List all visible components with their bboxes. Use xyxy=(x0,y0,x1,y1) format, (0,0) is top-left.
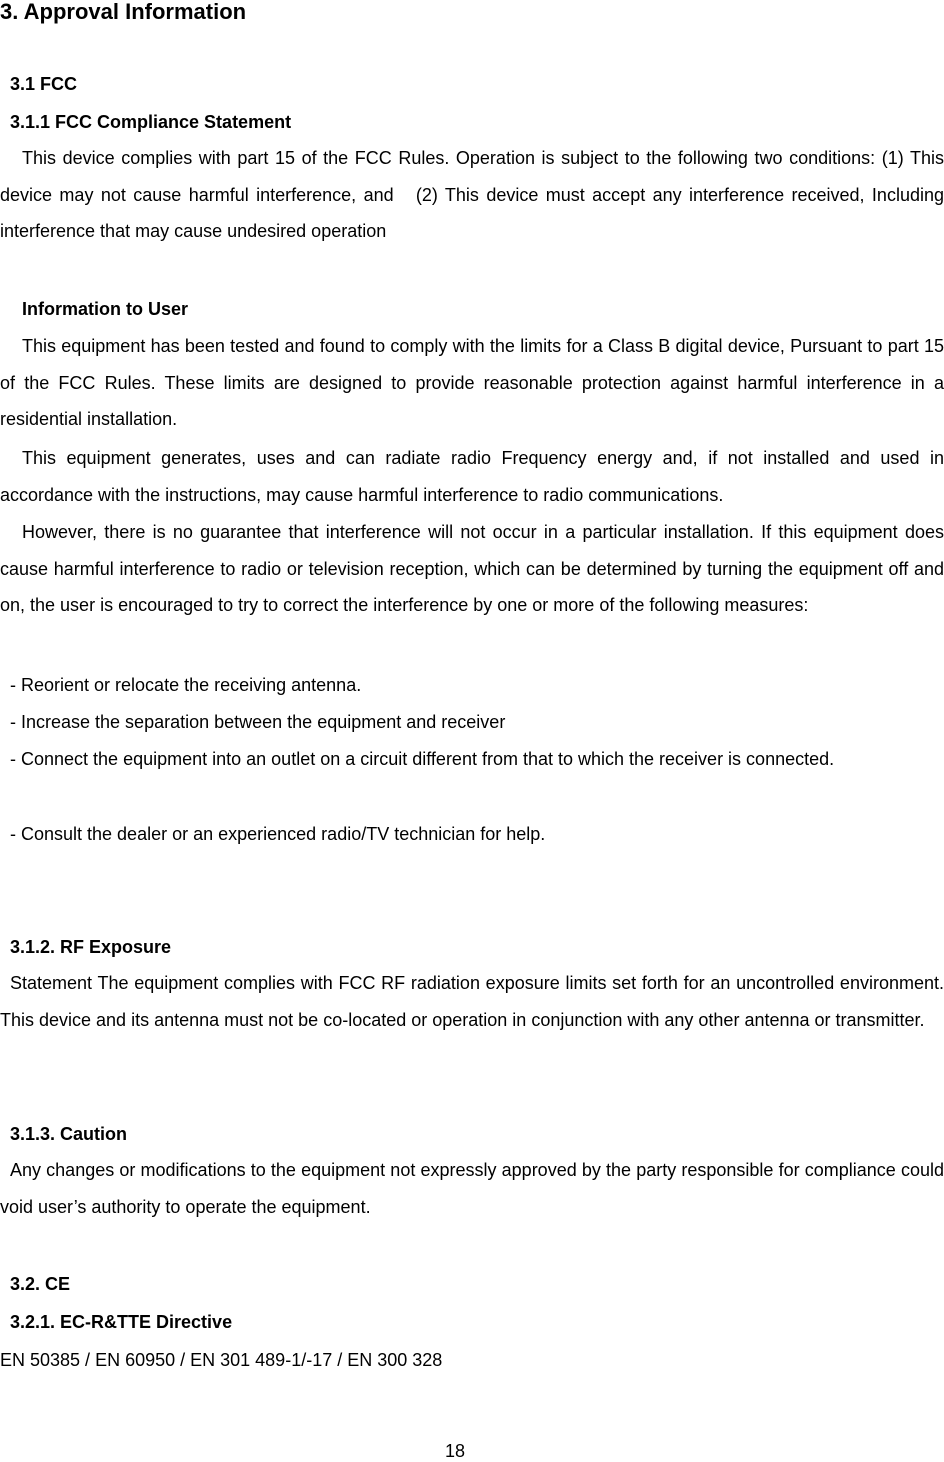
rf-exposure-paragraph: Statement The equipment complies with FCC RF radiation exposure limits set forth for an uncontrolled environment. This device and its antenna must not be co-located or operation in conjunction with any other antenna or transmitter. xyxy=(0,973,944,1030)
page-title: 3. Approval Information xyxy=(0,0,247,24)
measure-item-3: - Connect the equipment into an outlet on a circuit different from that to which the receiver is connected. xyxy=(10,749,835,769)
measure-item-4: - Consult the dealer or an experienced radio/TV technician for help. xyxy=(10,824,546,844)
compliance-paragraph: This device complies with part 15 of the FCC Rules. Operation is subject to the following two conditions: (1) This device may not cause harmful interference, and (2) This device must accept any interference received, Including interference that may cause undesired operation xyxy=(0,148,944,242)
subsection-heading-rtte-directive: 3.2.1. EC-R&TTE Directive xyxy=(10,1312,233,1332)
page-number: 18 xyxy=(444,1441,466,1461)
subsection-heading-compliance: 3.1.1 FCC Compliance Statement xyxy=(10,112,292,132)
info-to-user-heading: Information to User xyxy=(22,299,189,319)
info-paragraph-1: This equipment has been tested and found to comply with the limits for a Class B digital device, Pursuant to part 15 of the FCC Rules. These limits are designed to provide reasonable protection against harmful interference in a residential installation. xyxy=(0,336,944,430)
subsection-heading-caution: 3.1.3. Caution xyxy=(10,1124,128,1144)
info-paragraph-2: This equipment generates, uses and can radiate radio Frequency energy and, if not installed and used in accordance with the instructions, may cause harmful interference to radio communications. xyxy=(0,448,944,505)
section-heading-fcc: 3.1 FCC xyxy=(10,74,78,94)
info-paragraph-3: However, there is no guarantee that interference will not occur in a particular installation. If this equipment does cause harmful interference to radio or television reception, which can be determined by turning the equipment off and on, the user is encouraged to try to correct the interference by one or more of the following measures: xyxy=(0,522,944,616)
subsection-heading-rf-exposure: 3.1.2. RF Exposure xyxy=(10,937,172,957)
measure-item-1: - Reorient or relocate the receiving antenna. xyxy=(10,675,362,695)
ce-standards-list: EN 50385 / EN 60950 / EN 301 489-1/-17 / EN 300 328 xyxy=(0,1350,443,1370)
caution-paragraph: Any changes or modifications to the equipment not expressly approved by the party responsible for compliance could void user’s authority to operate the equipment. xyxy=(0,1160,944,1217)
measure-item-2: - Increase the separation between the equipment and receiver xyxy=(10,712,506,732)
section-heading-ce: 3.2. CE xyxy=(10,1274,71,1294)
